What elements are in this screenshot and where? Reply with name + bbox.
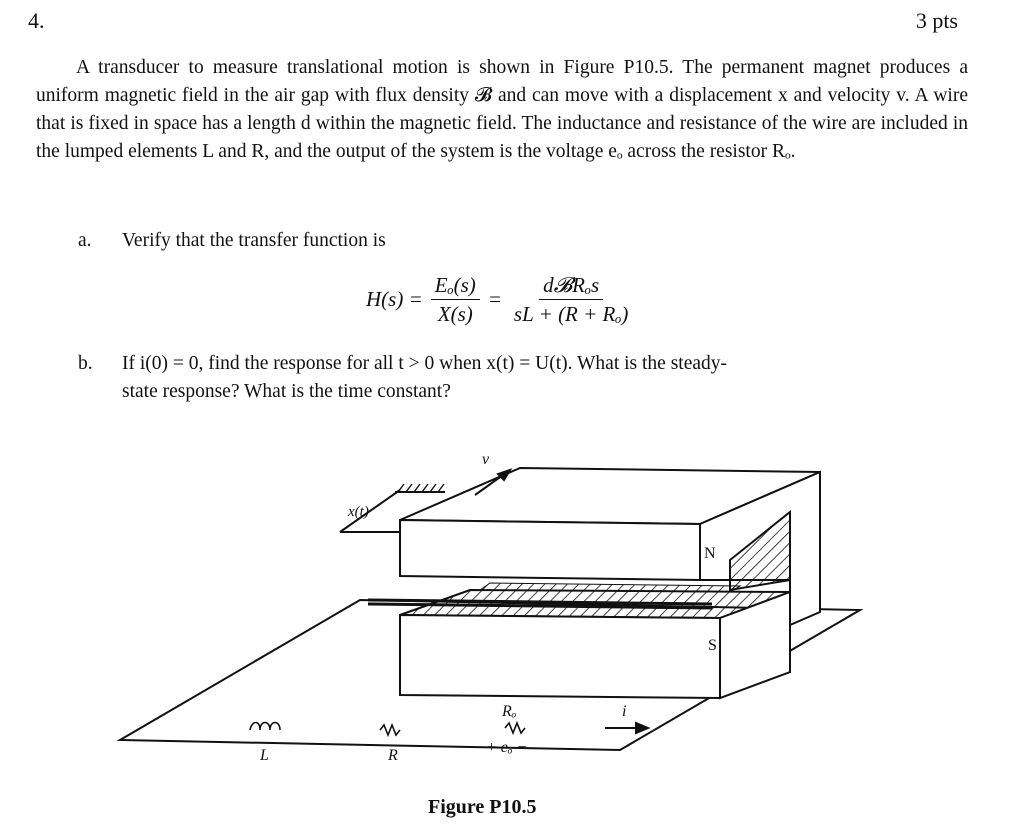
equation-lhs: H(s) = [366,286,423,311]
label-r: R [388,747,398,764]
part-b-line-1: If i(0) = 0, find the response for all t > 0 when x(t) = U(t). What is the steady- [122,353,728,374]
part-a [78,230,386,252]
part-a-label: a. [78,230,92,251]
label-x: x(t) [348,504,369,520]
fraction-1-numerator: Eₒ(s) [431,271,480,300]
label-ro: Rₒ [502,703,517,720]
problem-text: A transducer to measure translational motion is shown in Figure P10.5. The permanent magnet produces a uniform magnetic field in the air gap with flux density 𝓑 and can move with a displacement x and velocity v. A wire that is fixed in space has a length d within the magnetic field. The inductance and resistance of the wire are included in the lumped elements L and R, and the output of the system is the voltage eₒ across the resistor Rₒ. [36,57,968,162]
fraction-2-denominator: sL + (R + Rₒ) [513,301,629,326]
transducer-figure [100,440,900,780]
figure-caption: Figure P10.5 [428,796,537,818]
label-i: i [622,703,627,720]
part-b-line-2: state response? What is the time constant? [122,381,451,402]
label-s: S [708,637,717,654]
label-l: L [260,747,269,764]
label-v: v [482,451,490,468]
label-n: N [704,545,716,562]
fraction-1-denominator: X(s) [437,301,473,326]
part-b [78,350,978,406]
part-a-text: Verify that the transfer function is [122,230,386,251]
ground-hatch [398,484,444,492]
fraction-eo-over-x [431,271,480,328]
fraction-transfer [510,271,632,328]
part-b-label: b. [78,353,93,374]
transfer-function-equation [366,268,640,330]
points-label: 3 pts [915,8,958,33]
problem-statement [36,54,968,166]
equation-equals: = [487,286,502,311]
fraction-2-numerator: d𝓑Rₒs [539,271,603,300]
question-number: 4. [28,8,45,33]
label-eo: + eₒ − [486,739,528,756]
